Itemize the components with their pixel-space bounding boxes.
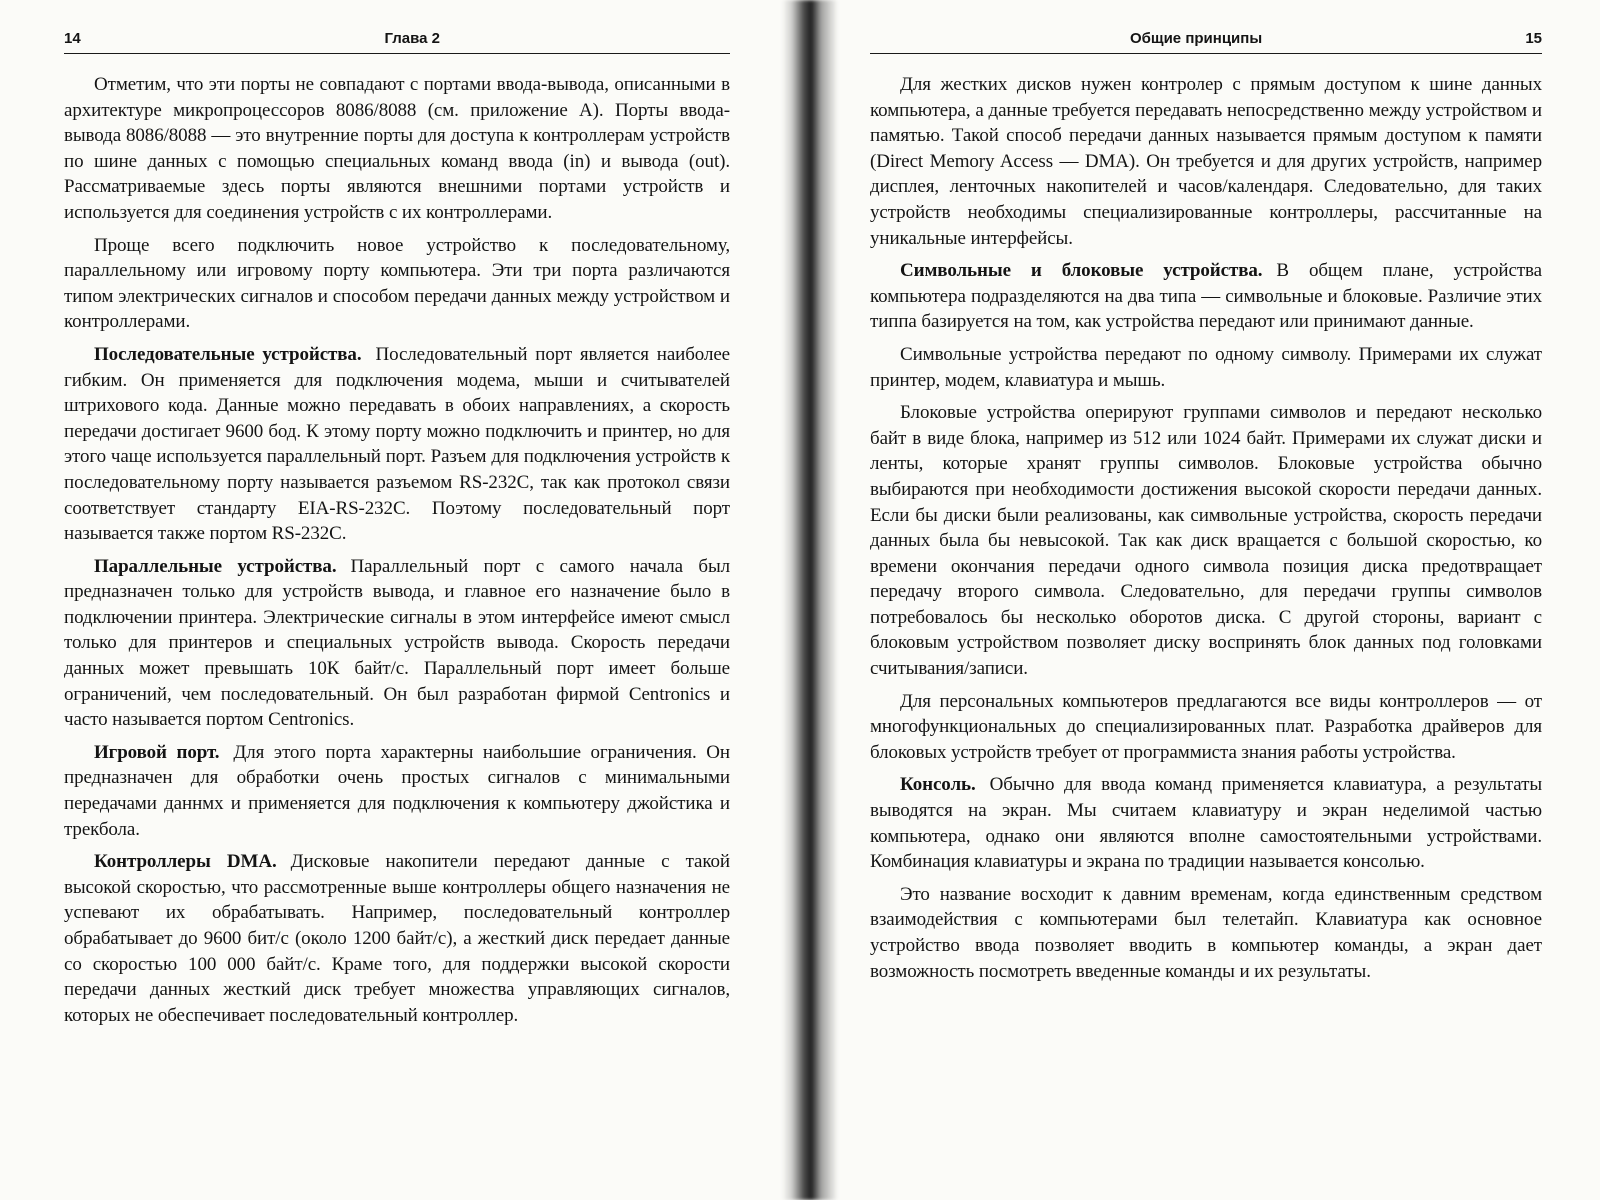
paragraph-text: Для жестких дисков нужен контролер с прямым доступом к шине данных компьютера, а данные требуется передавать непосредственно между устройством и памятью. Такой способ передачи данных называется прямым доступом к памяти (Direct Memory Access — DMA). Он требуется и для других устройств, например дисплея, ленточных накопителей и часов/календаря. Следовательно, для таких устройств необходимы специализированные контроллеры, рассчитанные на уникальные интерфейсы. bbox=[870, 74, 1542, 249]
right-page-header bbox=[870, 22, 1542, 54]
paragraph-text: Для этого порта характерны наибольшие ограничения. Он предназначен для обработки очень простых сигналов с минимальными передачами даннмх и применяется для подключения к компьютеру джойстика и трекбола. bbox=[64, 741, 731, 840]
paragraph-lead: Параллельные устройства. bbox=[94, 555, 337, 577]
paragraph-text: Параллельный порт с самого начала был предназначен только для устройств вывода, и главное его назначение было в подключении принтера. Электрические сигналы в этом интерфейсе имеют смысл только для принтеров и специальных устройств вывода. Скорость передачи данных может превышать 10К байт/с. Параллельный порт имеет больше ограничений, чем последовательный. Он был разработан фирмой Centronics и часто называется портом Centronics. bbox=[64, 555, 730, 731]
paragraph-text: Для персональных компьютеров предлагаются все виды контроллеров — от многофункциональных до специализированных плат. Разработка драйверов для блоковых устройств требует от программиста знания работы устройства. bbox=[870, 690, 1542, 763]
left-paragraph-5 bbox=[64, 740, 730, 842]
paragraph-lead: Контроллеры DMA. bbox=[94, 851, 277, 873]
right-paragraph-7 bbox=[870, 882, 1542, 984]
paragraph-lead: Консоль. bbox=[900, 774, 976, 796]
paragraph-text: Дисковые накопители передают данные с такой высокой скоростью, что рассмотренные выше контроллеры общего назначения не успевают их обрабатывать. Например, последовательный контроллер обрабатывает до 9600 бит/с (около 1200 байт/с), а жесткий диск передает данные со скоростью 100 000 байт/с. Краме того, для поддержки высокой скорости передачи данных жесткий диск требует множества управляющих сигналов, которых не обеспечивает последовательный контроллер. bbox=[64, 851, 730, 1026]
right-page-number: 15 bbox=[1525, 30, 1542, 47]
left-paragraph-4 bbox=[64, 554, 730, 733]
right-paragraph-3 bbox=[870, 342, 1542, 393]
right-paragraph-2 bbox=[870, 258, 1542, 335]
paragraph-text: В общем плане, устройства компьютера подразделяются на два типа — символьные и блоковые. Различие этих типпа базируется на том, как устройства передают или принимают данные. bbox=[870, 260, 1542, 333]
right-paragraph-5 bbox=[870, 689, 1542, 766]
paragraph-text: Последовательный порт является наиболее гибким. Он применяется для подключения модема, мыши и считывателей штрихового кода. Данные можно передавать в обоих направлениях, а скорость передачи достигает 9600 бод. К этому порту можно подключить и принтер, но для этого чаще используется параллельный порт. Разъем для подключения устройств к последовательному порту называется разъемом RS-232С, так как протокол связи соответствует стандарту EIA-RS-232C. Поэтому последовательный порт называется также портом RS-232C. bbox=[64, 343, 730, 545]
left-paragraph-3 bbox=[64, 342, 730, 547]
paragraph-text: Отметим, что эти порты не совпадают с портами ввода-вывода, описанными в архитектуре микропроцессоров 8086/8088 (см. приложение А). Порты ввода-вывода 8086/8088 — это внутренние порты для доступа к контроллерам устройств по шине данных с помощью специальных команд ввода (in) и вывода (out). Рассматриваемые здесь порты являются внешними портами устройств и используется для соединения устройств с их контроллерами. bbox=[64, 74, 730, 223]
left-paragraph-2 bbox=[64, 233, 730, 335]
paragraph-text: Блоковые устройства оперируют группами символов и передают несколько байт в виде блока, например из 512 или 1024 байт. Примерами их служат диски и ленты, которые хранят группы символов. Блоковые устройства обычно выбираются при необходимости достижения высокой скорости передачи данных. Если бы диски были реализованы, как символьные устройства, скорость передачи данных была бы невысокой. Так как диск вращается с большой скоростью, ко времени окончания передачи одного символа позиция диска предотвращает передачу второго символа. Следовательно, для передачи группы символов потребовалось бы несколько оборотов диска. С другой стороны, вариант с блоковым устройством позволяет диску воспринять блок данных под головками считывания/записи. bbox=[870, 402, 1542, 680]
left-page-number: 14 bbox=[64, 30, 81, 47]
right-paragraph-4 bbox=[870, 400, 1542, 682]
paragraph-text: Это название восходит к давним временам, когда единственным средством взаимодействия с компьютерами был телетайп. Клавиатура как основное устройство ввода позволяет вводить в компьютер команды, а экран дает возможность посмотреть введенные команды и их результаты. bbox=[870, 883, 1542, 982]
paragraph-text: Обычно для ввода команд применяется клавиатура, а результаты выводятся на экран. Мы считаем клавиатуру и экран неделимой частью компьютера, однако они являются вполне самостоятельными устройствами. Комбинация клавиатуры и экрана по традиции называется консолью. bbox=[870, 774, 1542, 873]
paragraph-lead: Последовательные устройства. bbox=[94, 343, 362, 365]
left-paragraph-6 bbox=[64, 849, 730, 1028]
paragraph-lead: Символьные и блоковые устройства. bbox=[900, 260, 1263, 282]
paragraph-lead: Игровой порт. bbox=[94, 741, 220, 763]
right-paragraph-1 bbox=[870, 72, 1542, 251]
paragraph-text: Символьные устройства передают по одному символу. Примерами их служат принтер, модем, клавиатура и мышь. bbox=[870, 343, 1542, 391]
left-page-header bbox=[64, 22, 730, 54]
paragraph-text: Проще всего подключить новое устройство к последовательному, параллельному или игровому порту компьютера. Эти три порта различаются типом электрических сигналов и способом передачи данных между устройством и контроллерами. bbox=[64, 234, 730, 333]
left-running-head: Глава 2 bbox=[384, 30, 440, 47]
right-page bbox=[800, 0, 1600, 1200]
right-paragraph-6 bbox=[870, 772, 1542, 874]
left-paragraph-1 bbox=[64, 72, 730, 226]
right-running-head: Общие принципы bbox=[1130, 30, 1263, 47]
